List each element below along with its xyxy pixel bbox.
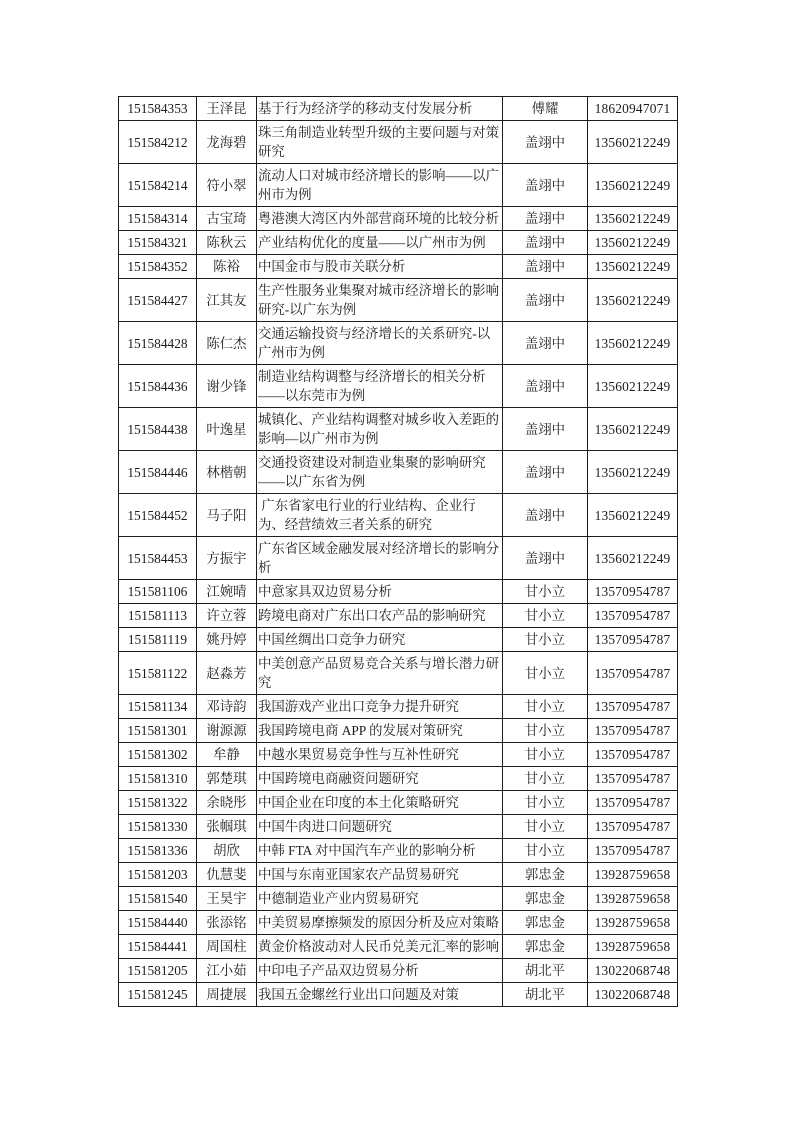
student-id-cell: 151584452 <box>119 494 197 537</box>
thesis-title-cell: 我国跨境电商 APP 的发展对策研究 <box>257 719 503 743</box>
advisor-name-cell: 盖翊中 <box>503 121 588 164</box>
advisor-name-cell: 盖翊中 <box>503 408 588 451</box>
thesis-title-cell: 中美贸易摩擦频发的原因分析及应对策略 <box>257 911 503 935</box>
student-name-cell: 谢源源 <box>197 719 257 743</box>
table-row <box>119 935 678 959</box>
student-name-cell: 符小翠 <box>197 164 257 207</box>
thesis-title-cell: 广东省区域金融发展对经济增长的影响分析 <box>257 537 503 580</box>
thesis-title-cell: 生产性服务业集聚对城市经济增长的影响研究-以广东为例 <box>257 279 503 322</box>
table-row <box>119 580 678 604</box>
student-name-cell: 龙海碧 <box>197 121 257 164</box>
student-id-cell: 151581540 <box>119 887 197 911</box>
thesis-title-cell: 跨境电商对广东出口农产品的影响研究 <box>257 604 503 628</box>
table-row <box>119 231 678 255</box>
advisor-phone-cell: 13570954787 <box>588 719 678 743</box>
advisor-name-cell: 盖翊中 <box>503 537 588 580</box>
student-id-cell: 151584352 <box>119 255 197 279</box>
student-id-cell: 151581310 <box>119 767 197 791</box>
student-id-cell: 151581302 <box>119 743 197 767</box>
advisor-phone-cell: 13570954787 <box>588 815 678 839</box>
table-row <box>119 911 678 935</box>
thesis-title-cell: 产业结构优化的度量——以广州市为例 <box>257 231 503 255</box>
table-row <box>119 719 678 743</box>
advisor-name-cell: 胡北平 <box>503 983 588 1007</box>
advisor-name-cell: 郭忠金 <box>503 935 588 959</box>
advisor-name-cell: 甘小立 <box>503 791 588 815</box>
thesis-title-cell: 黄金价格波动对人民币兑美元汇率的影响 <box>257 935 503 959</box>
advisor-name-cell: 甘小立 <box>503 767 588 791</box>
advisor-name-cell: 郭忠金 <box>503 863 588 887</box>
student-name-cell: 牟静 <box>197 743 257 767</box>
table-row <box>119 839 678 863</box>
thesis-title-cell: 中国跨境电商融资问题研究 <box>257 767 503 791</box>
thesis-title-cell: 流动人口对城市经济增长的影响——以广州市为例 <box>257 164 503 207</box>
table-row <box>119 97 678 121</box>
student-name-cell: 赵淼芳 <box>197 652 257 695</box>
advisor-name-cell: 甘小立 <box>503 839 588 863</box>
table-row <box>119 451 678 494</box>
student-id-cell: 151581119 <box>119 628 197 652</box>
table-row <box>119 408 678 451</box>
student-id-cell: 151584427 <box>119 279 197 322</box>
thesis-title-cell: 城镇化、产业结构调整对城乡收入差距的影响—以广州市为例 <box>257 408 503 451</box>
thesis-title-cell: 中意家具双边贸易分析 <box>257 580 503 604</box>
thesis-title-cell: 中德制造业产业内贸易研究 <box>257 887 503 911</box>
advisor-phone-cell: 13560212249 <box>588 255 678 279</box>
thesis-title-cell: 中国企业在印度的本土化策略研究 <box>257 791 503 815</box>
student-id-cell: 151581106 <box>119 580 197 604</box>
table-row <box>119 494 678 537</box>
table-row <box>119 121 678 164</box>
advisor-name-cell: 郭忠金 <box>503 911 588 935</box>
table-row <box>119 628 678 652</box>
advisor-phone-cell: 13560212249 <box>588 537 678 580</box>
student-id-cell: 151581336 <box>119 839 197 863</box>
student-id-cell: 151584436 <box>119 365 197 408</box>
advisor-phone-cell: 13560212249 <box>588 121 678 164</box>
advisor-phone-cell: 18620947071 <box>588 97 678 121</box>
table-body <box>119 97 678 1007</box>
table-row <box>119 791 678 815</box>
table-row <box>119 537 678 580</box>
advisor-phone-cell: 13570954787 <box>588 604 678 628</box>
student-id-cell: 151584446 <box>119 451 197 494</box>
advisor-phone-cell: 13560212249 <box>588 231 678 255</box>
student-id-cell: 151581245 <box>119 983 197 1007</box>
advisor-phone-cell: 13560212249 <box>588 494 678 537</box>
student-name-cell: 古宝琦 <box>197 207 257 231</box>
student-name-cell: 邓诗韵 <box>197 695 257 719</box>
student-name-cell: 陈秋云 <box>197 231 257 255</box>
student-id-cell: 151584453 <box>119 537 197 580</box>
table-row <box>119 365 678 408</box>
thesis-title-cell: 基于行为经济学的移动支付发展分析 <box>257 97 503 121</box>
table-row <box>119 887 678 911</box>
student-id-cell: 151581322 <box>119 791 197 815</box>
student-name-cell: 姚丹婷 <box>197 628 257 652</box>
student-id-cell: 151581113 <box>119 604 197 628</box>
student-id-cell: 151581122 <box>119 652 197 695</box>
advisor-phone-cell: 13570954787 <box>588 652 678 695</box>
advisor-phone-cell: 13570954787 <box>588 767 678 791</box>
thesis-title-cell: 珠三角制造业转型升级的主要问题与对策研究 <box>257 121 503 164</box>
advisor-name-cell: 盖翊中 <box>503 494 588 537</box>
advisor-name-cell: 甘小立 <box>503 719 588 743</box>
thesis-title-cell: 我国游戏产业出口竞争力提升研究 <box>257 695 503 719</box>
student-id-cell: 151581205 <box>119 959 197 983</box>
table-row <box>119 815 678 839</box>
advisor-name-cell: 郭忠金 <box>503 887 588 911</box>
advisor-phone-cell: 13560212249 <box>588 408 678 451</box>
advisor-phone-cell: 13560212249 <box>588 322 678 365</box>
thesis-title-cell: 中韩 FTA 对中国汽车产业的影响分析 <box>257 839 503 863</box>
table-row <box>119 604 678 628</box>
advisor-phone-cell: 13022068748 <box>588 959 678 983</box>
advisor-phone-cell: 13570954787 <box>588 791 678 815</box>
advisor-name-cell: 盖翊中 <box>503 451 588 494</box>
advisor-name-cell: 甘小立 <box>503 580 588 604</box>
table-row <box>119 255 678 279</box>
student-id-cell: 151584214 <box>119 164 197 207</box>
table-row <box>119 322 678 365</box>
table-row <box>119 983 678 1007</box>
thesis-title-cell: 中国金市与股市关联分析 <box>257 255 503 279</box>
advisor-name-cell: 盖翊中 <box>503 255 588 279</box>
student-id-cell: 151584438 <box>119 408 197 451</box>
student-name-cell: 江小茹 <box>197 959 257 983</box>
student-name-cell: 张添铭 <box>197 911 257 935</box>
student-id-cell: 151584321 <box>119 231 197 255</box>
advisor-name-cell: 盖翊中 <box>503 365 588 408</box>
student-id-cell: 151581203 <box>119 863 197 887</box>
student-name-cell: 张帼琪 <box>197 815 257 839</box>
student-name-cell: 马子阳 <box>197 494 257 537</box>
table-row <box>119 767 678 791</box>
advisor-name-cell: 胡北平 <box>503 959 588 983</box>
student-id-cell: 151581134 <box>119 695 197 719</box>
student-name-cell: 林楷朝 <box>197 451 257 494</box>
thesis-title-cell: 中美创意产品贸易竞合关系与增长潜力研究 <box>257 652 503 695</box>
advisor-name-cell: 甘小立 <box>503 604 588 628</box>
student-name-cell: 余晓彤 <box>197 791 257 815</box>
student-name-cell: 陈仁杰 <box>197 322 257 365</box>
advisor-phone-cell: 13560212249 <box>588 164 678 207</box>
table-row <box>119 279 678 322</box>
advisor-name-cell: 盖翊中 <box>503 207 588 231</box>
advisor-phone-cell: 13570954787 <box>588 580 678 604</box>
advisor-phone-cell: 13560212249 <box>588 279 678 322</box>
student-id-cell: 151584212 <box>119 121 197 164</box>
advisor-name-cell: 盖翊中 <box>503 279 588 322</box>
student-name-cell: 郭楚琪 <box>197 767 257 791</box>
advisor-name-cell: 盖翊中 <box>503 164 588 207</box>
student-id-cell: 151581301 <box>119 719 197 743</box>
table-row <box>119 863 678 887</box>
student-name-cell: 周捷展 <box>197 983 257 1007</box>
student-name-cell: 王泽昆 <box>197 97 257 121</box>
advisor-phone-cell: 13560212249 <box>588 207 678 231</box>
student-id-cell: 151584440 <box>119 911 197 935</box>
thesis-assignment-table <box>118 96 678 1007</box>
student-id-cell: 151584314 <box>119 207 197 231</box>
student-id-cell: 151581330 <box>119 815 197 839</box>
advisor-phone-cell: 13570954787 <box>588 743 678 767</box>
advisor-name-cell: 盖翊中 <box>503 231 588 255</box>
advisor-phone-cell: 13570954787 <box>588 839 678 863</box>
advisor-phone-cell: 13928759658 <box>588 935 678 959</box>
thesis-title-cell: 交通运输投资与经济增长的关系研究-以广州市为例 <box>257 322 503 365</box>
student-name-cell: 方振宇 <box>197 537 257 580</box>
thesis-title-cell: 制造业结构调整与经济增长的相关分析——以东莞市为例 <box>257 365 503 408</box>
advisor-name-cell: 甘小立 <box>503 815 588 839</box>
advisor-phone-cell: 13570954787 <box>588 628 678 652</box>
student-name-cell: 周国柱 <box>197 935 257 959</box>
student-name-cell: 王昊宇 <box>197 887 257 911</box>
thesis-title-cell: 中越水果贸易竞争性与互补性研究 <box>257 743 503 767</box>
table-row <box>119 164 678 207</box>
student-id-cell: 151584353 <box>119 97 197 121</box>
advisor-name-cell: 甘小立 <box>503 628 588 652</box>
thesis-title-cell: 中国牛肉进口问题研究 <box>257 815 503 839</box>
student-name-cell: 胡欣 <box>197 839 257 863</box>
advisor-name-cell: 傅耀 <box>503 97 588 121</box>
advisor-phone-cell: 13928759658 <box>588 887 678 911</box>
table-row <box>119 695 678 719</box>
advisor-phone-cell: 13560212249 <box>588 365 678 408</box>
student-name-cell: 江其友 <box>197 279 257 322</box>
thesis-title-cell: 粤港澳大湾区内外部营商环境的比较分析 <box>257 207 503 231</box>
student-name-cell: 仇慧斐 <box>197 863 257 887</box>
student-name-cell: 陈裕 <box>197 255 257 279</box>
student-name-cell: 江婉晴 <box>197 580 257 604</box>
advisor-name-cell: 甘小立 <box>503 652 588 695</box>
table-row <box>119 959 678 983</box>
thesis-title-cell: 交通投资建设对制造业集聚的影响研究——以广东省为例 <box>257 451 503 494</box>
student-name-cell: 谢少锋 <box>197 365 257 408</box>
table-row <box>119 652 678 695</box>
advisor-phone-cell: 13560212249 <box>588 451 678 494</box>
thesis-title-cell: 我国五金螺丝行业出口问题及对策 <box>257 983 503 1007</box>
student-id-cell: 151584428 <box>119 322 197 365</box>
advisor-name-cell: 盖翊中 <box>503 322 588 365</box>
thesis-title-cell: 中国与东南亚国家农产品贸易研究 <box>257 863 503 887</box>
advisor-phone-cell: 13928759658 <box>588 911 678 935</box>
student-name-cell: 叶逸星 <box>197 408 257 451</box>
advisor-name-cell: 甘小立 <box>503 743 588 767</box>
advisor-name-cell: 甘小立 <box>503 695 588 719</box>
student-name-cell: 许立蓉 <box>197 604 257 628</box>
thesis-title-cell: 中国丝绸出口竞争力研究 <box>257 628 503 652</box>
thesis-title-cell: 中印电子产品双边贸易分析 <box>257 959 503 983</box>
table-row <box>119 743 678 767</box>
advisor-phone-cell: 13022068748 <box>588 983 678 1007</box>
advisor-phone-cell: 13570954787 <box>588 695 678 719</box>
student-id-cell: 151584441 <box>119 935 197 959</box>
table-row <box>119 207 678 231</box>
advisor-phone-cell: 13928759658 <box>588 863 678 887</box>
thesis-title-cell: 广东省家电行业的行业结构、企业行为、经营绩效三者关系的研究 <box>257 494 503 537</box>
